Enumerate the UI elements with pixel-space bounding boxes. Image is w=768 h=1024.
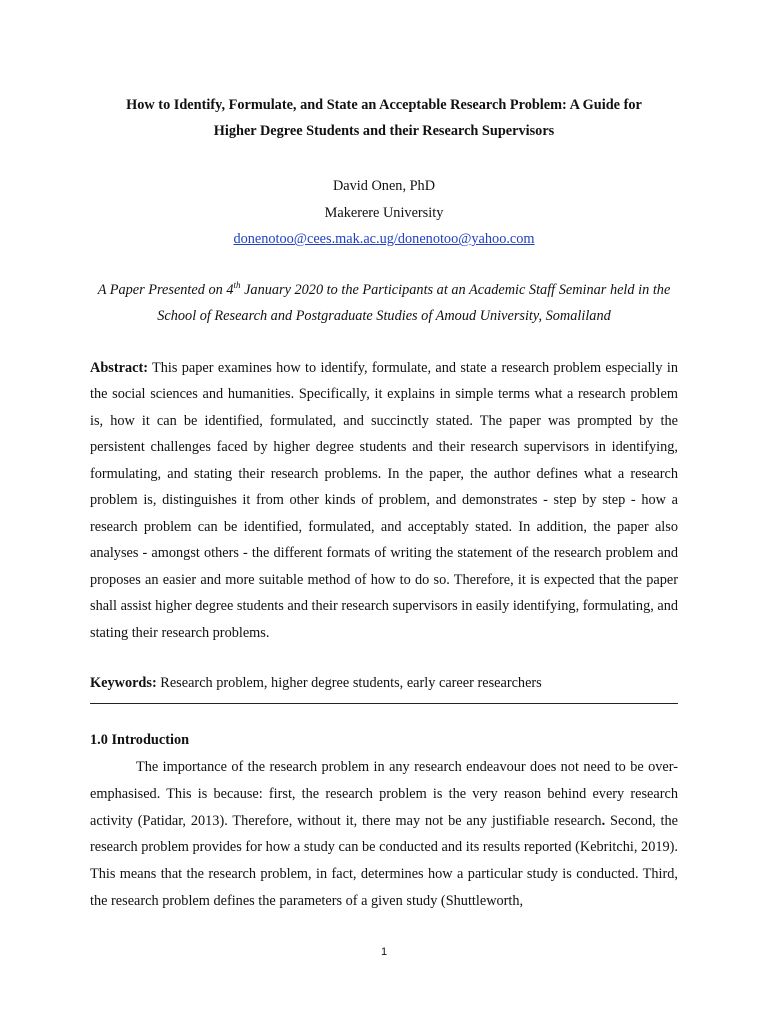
title-line-1: How to Identify, Formulate, and State an Acceptable Research Problem: A Guide for: [126, 97, 642, 113]
introduction-paragraph: [90, 754, 678, 915]
title-line-2: Higher Degree Students and their Research Supervisors: [213, 123, 555, 139]
keywords-text: Research problem, higher degree students, early career researchers: [156, 675, 542, 691]
author-name: David Onen, PhD: [332, 178, 436, 194]
keywords: [90, 670, 678, 696]
introduction-bold-period: .: [601, 812, 606, 829]
presentation-note-superscript: th: [233, 279, 241, 290]
abstract: [90, 355, 678, 647]
presentation-note: [90, 277, 678, 330]
introduction-text-part-1: The importance of the research problem in any research endeavour does not need to be over-emphasised. This is because: first, the research problem is the very reason behind every research activity (Patidar, 2013). Therefore, without it, there may not be any justifiable research: [90, 759, 678, 829]
paper-page: [90, 92, 678, 915]
abstract-text: This paper examines how to identify, formulate, and state a research problem especially in the social sciences and humanities. Specifically, it explains in simple terms what a research problem is, how it can be identified, formulated, and succinctly stated. The paper was prompted by the persistent challenges faced by higher degree students and their research supervisors in identifying, formulating, and stating their research problems. In the paper, the author defines what a research problem is, distinguishes it from other kinds of problem, and demonstrates - step by step - how a research problem can be identified, formulated, and acceptably stated. In addition, the paper also analyses - amongst others - the different formats of writing the statement of the research problem and proposes an easier and more suitable method of how to do so. Therefore, it is expected that the paper shall assist higher degree students and their research supervisors in easily identifying, formulating, and stating their research problems.: [90, 359, 679, 641]
keywords-label: Keywords:: [90, 675, 157, 691]
introduction-text-part-2: Second, the research problem provides for how a study can be conducted and its results reported (Kebritchi, 2019). This means that the research problem, in fact, determines how a particular study is conducted. Third, the research problem defines the parameters of a given study (Shuttleworth,: [90, 812, 678, 909]
paper-title: [90, 92, 678, 144]
section-heading-introduction: 1.0 Introduction: [90, 732, 190, 748]
author-email-link[interactable]: donenotoo@cees.mak.ac.ug/donenotoo@yahoo.com: [233, 231, 535, 247]
author-affiliation: Makerere University: [324, 204, 444, 221]
page-number: 1: [380, 946, 388, 958]
presentation-note-prefix: A Paper Presented on 4: [97, 281, 234, 298]
presentation-note-suffix: January 2020 to the Participants at an Academic Staff Seminar held in the School of Research and Postgraduate Studies of Amoud University, Somaliland: [157, 281, 671, 324]
abstract-label: Abstract:: [90, 359, 148, 376]
author-block: [90, 173, 678, 253]
section-divider: [90, 703, 678, 704]
